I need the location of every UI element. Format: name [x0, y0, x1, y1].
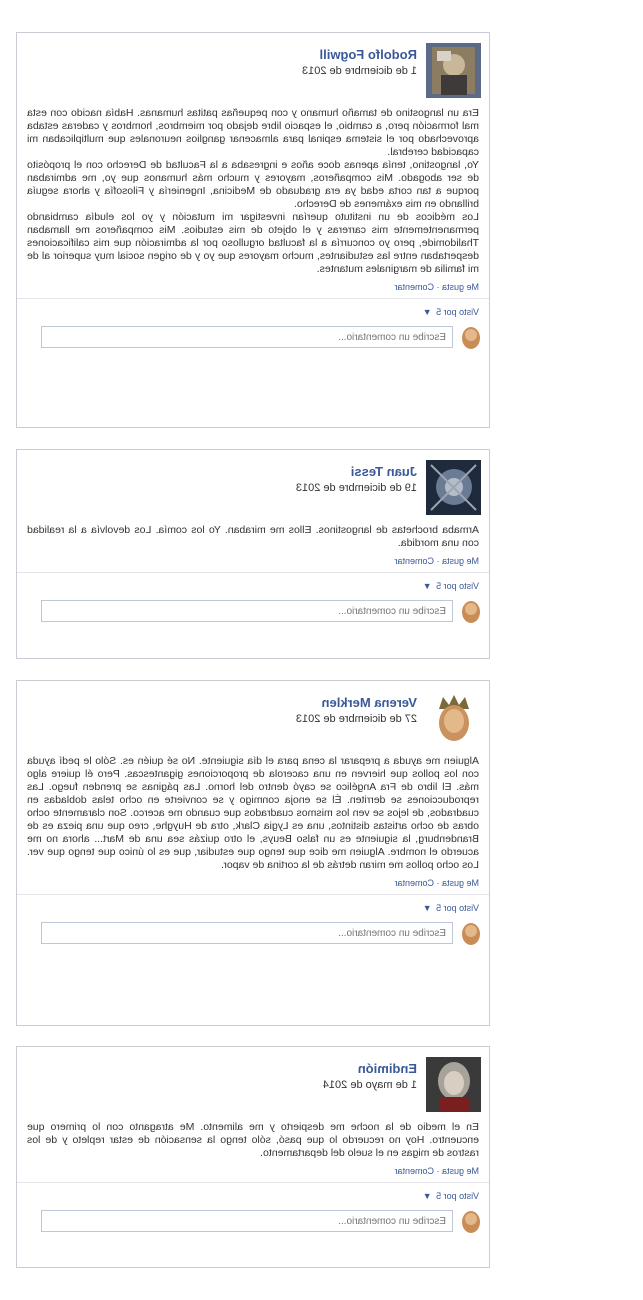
like-comment-links[interactable]: Me gusta · Comentar [394, 282, 479, 292]
post-actions [17, 550, 489, 573]
post-date[interactable]: 19 de diciembre de 2013 [295, 482, 417, 494]
post-text: Era un langostino de tamaño humano y con pequeñas patitas humanas. Había nacido con esta mal formación pero, a cambio, el espacio libre dejado por miembros, hombros y caderas estaba aprovechado por el sistema espinal para almacenar ganglios neuronales que multiplicaban mi capacidad cerebral. Yo, langostino, tenía apenas doce años e ingresaba a la Facultad de Derecho con el propósito de ser abogado. Mis compañeros, mayores y mucho más humanos que yo, me admiraban porque a tan corta edad ya era graduado de Medicina, Ingeniería y Filosofía y ahora seguía brillando en mis exámenes de Derecho. Los médicos de un instituto querían investigar mi mutación y yo los eludía cambiando permanentemente mis carreras y el objeto de mis estudios. Mis compañeros me llamaban Thalidomide, pero yo concurría a la facultad orgulloso por la admiración que mis calificaciones despertaban entre las estudiantes, mucho mayores que yo y de origen social muy superior al de mi familia de marginales mutantes. [27, 107, 479, 275]
commenter-avatar [461, 600, 481, 624]
seen-by-label: Visto por 5 [436, 1191, 479, 1201]
comment-row [17, 1205, 489, 1241]
comment-input[interactable] [41, 1210, 453, 1232]
like-comment-links[interactable]: Me gusta · Comentar [394, 878, 479, 888]
chevron-down-icon: ▼ [422, 903, 432, 913]
post-text: Armaba brochetas de langostinos. Ellos me miraban. Yo los comía. Los devolvía a la realidad con una mordida. [27, 524, 479, 549]
post-card [16, 1046, 490, 1268]
commenter-avatar [461, 326, 481, 350]
chevron-down-icon: ▼ [422, 581, 432, 591]
seen-by[interactable] [17, 1183, 489, 1205]
seen-by-label: Visto por 5 [436, 581, 479, 591]
post-date[interactable]: 27 de diciembre de 2013 [295, 713, 417, 725]
seen-by[interactable] [17, 895, 489, 917]
post-card [16, 680, 490, 1026]
chevron-down-icon: ▼ [422, 1191, 432, 1201]
author-avatar[interactable] [426, 691, 481, 746]
seen-by-label: Visto por 5 [436, 903, 479, 913]
author-name[interactable]: Juan Tessi [350, 464, 417, 479]
like-comment-links[interactable]: Me gusta · Comentar [394, 1166, 479, 1176]
post-text: En el medio de la noche me despierto y me alimento. Me atraganto con lo primero que encuentro. Hoy no recuerdo lo que pasó, sólo tengo la sensación de estar repleto y de los rastros de migas en el suelo del departamento. [27, 1121, 479, 1159]
commenter-avatar [461, 1210, 481, 1234]
author-name[interactable]: Rodolfo Fogwill [319, 47, 417, 62]
post-card [16, 32, 490, 428]
post-text: Alguien me ayuda a preparar la cena para el día siguiente. No sé quién es. Sólo le pedí ayuda con los pollos que hierven en una cacerola de proporciones gigantescas. Pero él quiere algo más. El libro de Fra Angélico se cayó dentro del horno. Las páginas se prenden fuego. Las reproducciones se derriten. Él se enoja conmigo y se convierte en ocho telas dobladas en cuadrados, de lejos se ven los mismos cuadrados que cuando me acerco. Son claramente ocho obras de ocho artistas distintos, una es Lygia Clark, otra de Huyghe, creo que una pieza es de Brandenburg, la siguiente es un falso Beuys, el otro quizás sea una de Mart... ahora no me acuerdo el nombre. Alguien me dice que tengo que estudiar, que es lo único que tengo que ver. Los ocho pollos me miran detrás de la cortina de vapor. [27, 755, 479, 871]
seen-by[interactable] [17, 573, 489, 595]
commenter-avatar [461, 922, 481, 946]
author-name[interactable]: Verena Merklen [321, 695, 417, 710]
comment-row [17, 595, 489, 631]
author-name[interactable]: Endimión [357, 1061, 417, 1076]
comment-input[interactable] [41, 922, 453, 944]
seen-by[interactable] [17, 299, 489, 321]
chevron-down-icon: ▼ [422, 307, 432, 317]
comment-input[interactable] [41, 600, 453, 622]
seen-by-label: Visto por 5 [436, 307, 479, 317]
author-avatar[interactable] [426, 460, 481, 515]
post-actions [17, 276, 489, 299]
comment-input[interactable] [41, 326, 453, 348]
comment-row [17, 321, 489, 357]
author-avatar[interactable] [426, 43, 481, 98]
comment-row [17, 917, 489, 953]
like-comment-links[interactable]: Me gusta · Comentar [394, 556, 479, 566]
post-date[interactable]: 1 de diciembre de 2013 [302, 65, 417, 77]
post-actions [17, 1160, 489, 1183]
post-actions [17, 872, 489, 895]
post-card [16, 449, 490, 659]
author-avatar[interactable] [426, 1057, 481, 1112]
post-date[interactable]: 1 de mayo de 2014 [322, 1079, 417, 1091]
